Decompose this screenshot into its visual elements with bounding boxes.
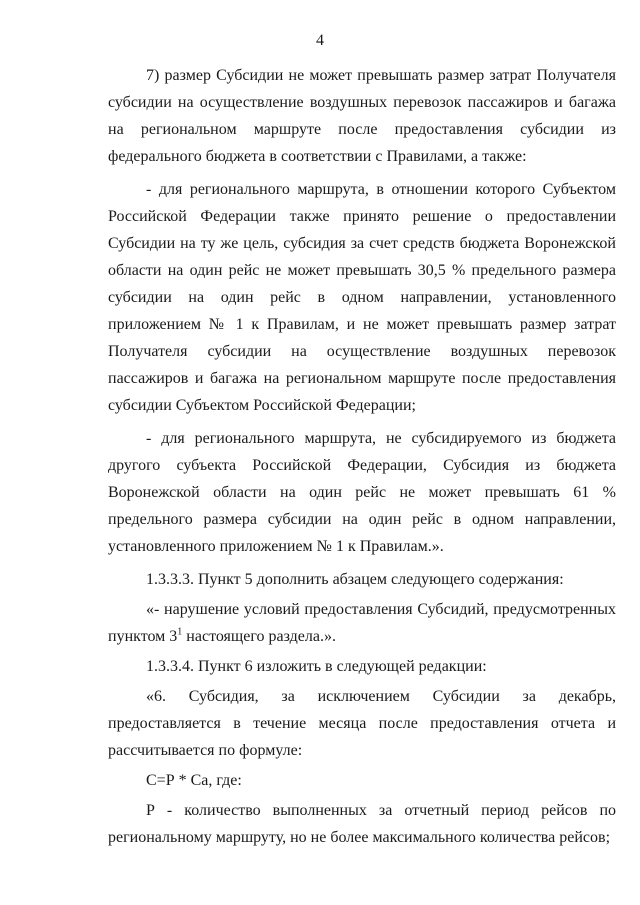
paragraph-violation-tail: настоящего раздела.».	[182, 628, 336, 645]
paragraph-violation	[108, 596, 616, 650]
paragraph-violation-text: «- нарушение условий предоставления Субсидий, предусмотренных пунктом 3	[108, 601, 616, 645]
document-body	[108, 62, 616, 857]
paragraph-item-7: 7) размер Субсидии не может превышать размер затрат Получателя субсидии на осуществление воздушных перевозок пассажиров и багажа на региональном маршруте после предоставления субсидии из федерального бюджета в соответствии с Правилами, а также:	[108, 67, 616, 165]
paragraph-item-6: «6. Субсидия, за исключением Субсидии за декабрь, предоставляется в течение месяца после предоставления отчета и рассчитывается по формуле:	[108, 688, 616, 759]
paragraph-p-definition: Р - количество выполненных за отчетный период рейсов по региональному маршруту, но не более максимального количества рейсов;	[108, 802, 616, 846]
page-number: 4	[316, 32, 324, 49]
superscript: 1	[177, 626, 183, 638]
paragraph-regional-route-2: - для регионального маршрута, не субсидируемого из бюджета другого субъекта Российской Федерации, Субсидия из бюджета Воронежской области на один рейс не может превышать 61 % предельного размера субсидии на один рейс в одном направлении, установленного приложением № 1 к Правилам.».	[108, 430, 616, 555]
paragraph-regional-route-1: - для регионального маршрута, в отношении которого Субъектом Российской Федерации также принято решение о предоставлении Субсидии на ту же цель, субсидия за счет средств бюджета Воронежской области на один рейс не может превышать 30,5 % предельного размера субсидии на один рейс в одном направлении, установленного приложением № 1 к Правилам, и не может превышать размер затрат Получателя субсидии на осуществление воздушных перевозок пассажиров и багажа на региональном маршруте после предоставления субсидии Субъектом Российской Федерации;	[108, 181, 616, 414]
paragraph-1-3-3-3: 1.3.3.3. Пункт 5 дополнить абзацем следующего содержания:	[146, 571, 564, 588]
formula: С=Р * Са, где:	[146, 772, 242, 789]
paragraph-1-3-3-4: 1.3.3.4. Пункт 6 изложить в следующей редакции:	[146, 658, 487, 675]
